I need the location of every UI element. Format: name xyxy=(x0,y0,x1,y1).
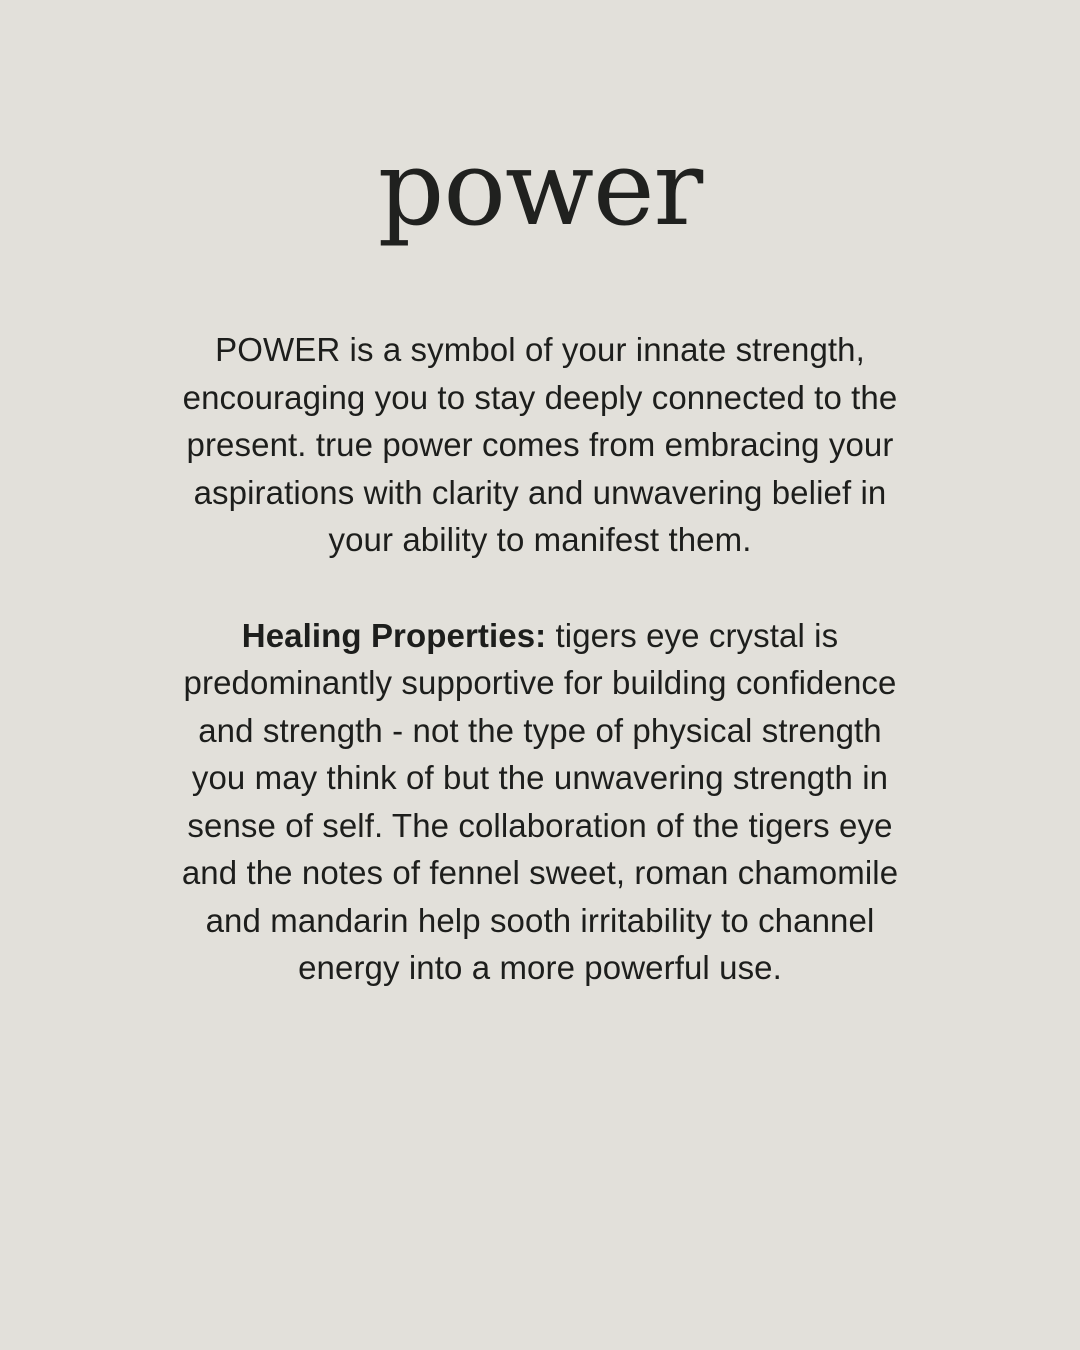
healing-properties-label: Healing Properties: xyxy=(241,616,547,654)
body-content xyxy=(180,240,900,992)
healing-properties-text: tigers eye crystal is predominantly supportive for building confidence and strength - not the type of physical strength you may think of but the unwavering strength in sense of self. The collaboration of the tigers eye and the notes of fennel sweet, roman chamomile and mandarin help sooth irritability to channel energy into a more powerful use. xyxy=(181,616,899,987)
page-title: power xyxy=(377,127,703,249)
intro-paragraph: POWER is a symbol of your innate strength, encouraging you to stay deeply connected to the present. true power comes from embracing your aspirations with clarity and unwavering belief in your ability to manifest them. xyxy=(182,331,898,559)
healing-paragraph xyxy=(180,612,900,992)
